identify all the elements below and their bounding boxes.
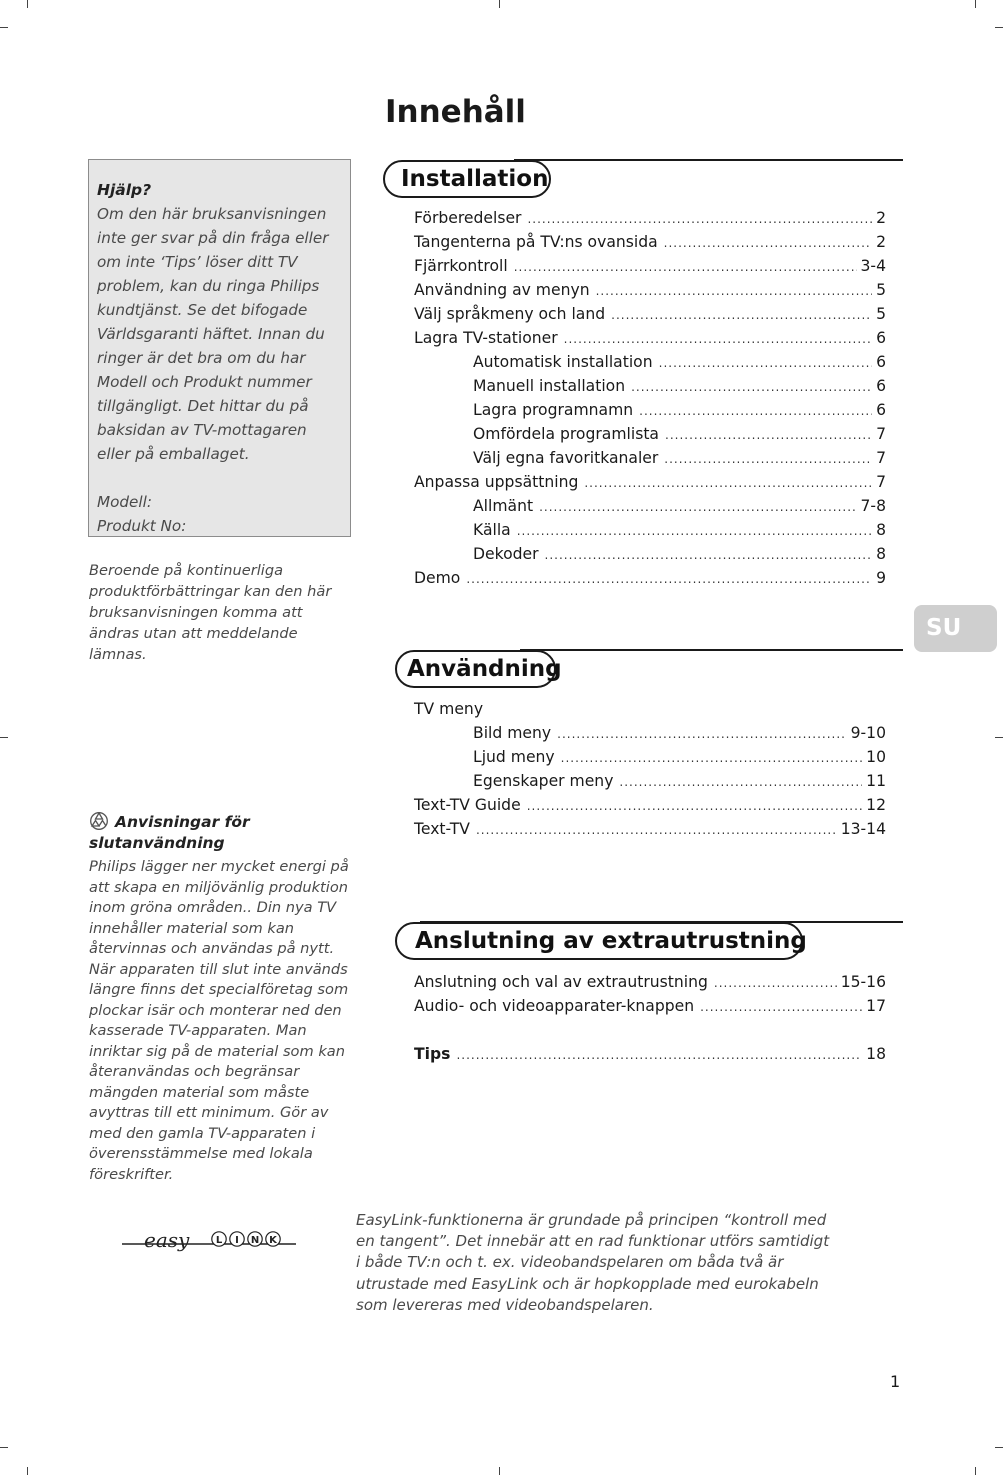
toc-entry [414,566,886,590]
help-box [88,159,351,537]
toc-anvandning [414,697,886,841]
section-rule [520,649,903,651]
toc-entry [414,470,886,494]
toc-installation [414,206,886,590]
toc-page: 11 [866,772,886,790]
toc-entry [414,817,886,841]
toc-entry [414,446,886,470]
toc-page: 6 [876,377,886,395]
crop-mark [27,0,28,8]
crop-mark [499,0,500,8]
toc-entry [414,254,886,278]
toc-label: Demo [414,569,461,587]
toc-label: Källa [473,521,511,539]
recycle-icon [89,811,109,831]
toc-label: Användning av menyn [414,281,590,299]
toc-label: Automatisk installation [473,353,653,371]
toc-page: 8 [876,545,886,563]
toc-entry [414,494,886,518]
toc-entry [414,326,886,350]
toc-entry [414,422,886,446]
toc-entry-tips [414,1042,886,1066]
section-header-installation: Installation [383,160,551,198]
toc-entry [414,542,886,566]
toc-entry [414,769,886,793]
toc-label: Allmänt [473,497,534,515]
toc-page: 2 [876,233,886,251]
toc-page: 7 [876,425,886,443]
toc-page: 6 [876,353,886,371]
toc-entry [414,793,886,817]
toc-page: 5 [876,281,886,299]
toc-page: 7 [876,473,886,491]
toc-label: Anpassa uppsättning [414,473,579,491]
toc-entry [414,398,886,422]
crop-mark [975,1467,976,1475]
crop-mark [499,1467,500,1475]
product-label: Produkt No: [97,517,187,535]
help-body: Om den här bruksanvisningen inte ger svar på din fråga eller om inte ‘Tips’ löser ditt TV problem, kan du ringa Philips kundtjänst. Se det bifogade Världsgaranti häftet. Innan du ringer är det bra om du har Modell och Produkt nummer tillgängligt. Det hittar du på baksidan av TV-mottagaren eller på emballaget. [97,205,329,463]
toc-page: 10 [866,748,886,766]
toc-page: 13-14 [840,820,886,838]
toc-page: 8 [876,521,886,539]
toc-entry [414,350,886,374]
crop-mark [995,737,1003,738]
toc-entry [414,994,886,1018]
toc-label: Text-TV [414,820,470,838]
toc-entry [414,745,886,769]
logo-letter: L [215,1235,223,1246]
toc-label: Välj egna favoritkanaler [473,449,659,467]
toc-label: Egenskaper meny [473,772,614,790]
crop-mark [995,27,1003,28]
toc-label: Audio- och videoapparater-knappen [414,997,695,1015]
toc-page: 5 [876,305,886,323]
model-label: Modell: [97,493,152,511]
toc-page: 12 [866,796,886,814]
toc-page: 6 [876,329,886,347]
crop-mark [0,1447,8,1448]
toc-entry [414,970,886,994]
toc-label: Tips [414,1045,451,1063]
toc-label: TV meny [414,700,484,718]
toc-label: Bild meny [473,724,552,742]
toc-entry [414,206,886,230]
toc-label: Ljud meny [473,748,555,766]
toc-page: 18 [866,1045,886,1063]
toc-entry [414,374,886,398]
section-rule [514,159,903,161]
toc-entry [414,302,886,326]
easylink-logo-script: easy [144,1228,190,1252]
toc-page: 7 [876,449,886,467]
crop-mark [995,1447,1003,1448]
logo-letter: I [235,1235,239,1246]
page-title: Innehåll [385,94,526,130]
crop-mark [975,0,976,8]
easylink-logo [120,1225,298,1253]
toc-entry [414,278,886,302]
toc-entry [414,230,886,254]
toc-label: Fjärrkontroll [414,257,508,275]
disposal-body: Philips lägger ner mycket energi på att skapa en miljövänlig produktion inom gröna områden.. Din nya TV innehåller material som kan återvinnas och användas på nytt. När apparaten till slut inte används längre finns det specialföretag som plockar isär och monterar ned den kasserade TV-apparaten. Man inriktar sig på de material som kan återanvändas och begränsar mängden material som måste avyttras till ett minimum. Gör av med den gamla TV-apparaten i överensstämmelse med lokala föreskrifter. [89,858,349,1183]
disposal-heading: Anvisningar för slutanvändning [89,813,250,852]
toc-label: Tangenterna på TV:ns ovansida [414,233,658,251]
toc-label: Välj språkmeny och land [414,305,606,323]
toc-label: Förberedelser [414,209,522,227]
logo-letter: K [269,1235,277,1246]
toc-label: Dekoder [473,545,539,563]
easylink-text: EasyLink-funktionerna är grundade på principen “kontroll med en tangent”. Det innebär att en rad funktionar utförs samtidigt i både TV:n och t. ex. videobandspelaren om båda två är utrustade med EasyLink och är hopkopplade med eurokabeln som levereras med videobandspelaren. [356,1211,830,1314]
toc-label: Omfördela programlista [473,425,659,443]
toc-page: 9-10 [850,724,886,742]
section-header-anslutning: Anslutning av extrautrustning [395,922,803,960]
toc-page: 6 [876,401,886,419]
toc-label: Lagra TV-stationer [414,329,558,347]
toc-label: Text-TV Guide [414,796,521,814]
help-heading: Hjälp? [97,181,152,199]
change-notice: Beroende på kontinuerliga produktförbättringar kan den här bruksanvisningen komma att ändras utan att meddelande lämnas. [89,562,332,663]
section-header-anvandning: Användning [395,650,556,688]
page-number: 1 [890,1372,901,1391]
toc-label: Manuell installation [473,377,626,395]
crop-mark [0,737,8,738]
toc-anslutning [414,970,886,1066]
toc-label: Anslutning och val av extrautrustning [414,973,708,991]
toc-entry [414,721,886,745]
toc-page: 15-16 [840,973,886,991]
crop-mark [27,1467,28,1475]
logo-letter: N [250,1235,260,1246]
toc-page: 2 [876,209,886,227]
language-tab: SU [914,605,997,652]
disposal-section [89,811,351,1185]
toc-page: 3-4 [860,257,886,275]
toc-entry [414,697,886,721]
toc-page: 17 [866,997,886,1015]
toc-entry [414,518,886,542]
toc-label: Lagra programnamn [473,401,634,419]
toc-page: 9 [876,569,886,587]
crop-mark [0,27,8,28]
toc-page: 7-8 [860,497,886,515]
